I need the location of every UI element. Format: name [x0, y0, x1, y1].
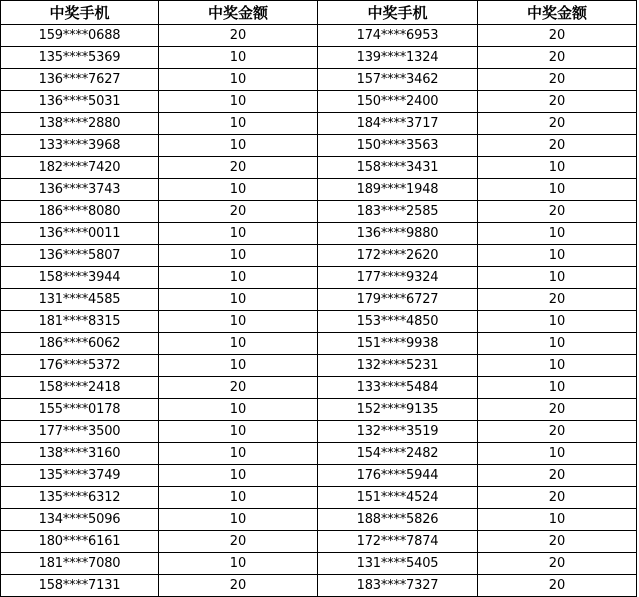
cell-winning-phone: 157****3462	[318, 69, 478, 91]
table-row	[1, 69, 637, 91]
table-row	[1, 201, 637, 223]
cell-prize-amount: 10	[159, 245, 318, 267]
table-row	[1, 421, 637, 443]
cell-prize-amount: 20	[478, 135, 637, 157]
cell-prize-amount: 10	[159, 179, 318, 201]
cell-winning-phone: 131****5405	[318, 553, 478, 575]
table-row	[1, 355, 637, 377]
cell-winning-phone: 158****3431	[318, 157, 478, 179]
cell-prize-amount: 10	[478, 223, 637, 245]
cell-prize-amount: 20	[159, 531, 318, 553]
table-row	[1, 333, 637, 355]
table-row	[1, 267, 637, 289]
cell-prize-amount: 20	[478, 25, 637, 47]
table-row	[1, 113, 637, 135]
cell-winning-phone: 176****5944	[318, 465, 478, 487]
cell-prize-amount: 20	[159, 25, 318, 47]
cell-winning-phone: 151****9938	[318, 333, 478, 355]
cell-winning-phone: 131****4585	[1, 289, 159, 311]
cell-prize-amount: 10	[159, 91, 318, 113]
cell-winning-phone: 188****5826	[318, 509, 478, 531]
cell-winning-phone: 136****3743	[1, 179, 159, 201]
cell-prize-amount: 20	[478, 421, 637, 443]
cell-winning-phone: 186****8080	[1, 201, 159, 223]
table-row	[1, 509, 637, 531]
cell-winning-phone: 159****0688	[1, 25, 159, 47]
cell-prize-amount: 10	[478, 509, 637, 531]
cell-winning-phone: 180****6161	[1, 531, 159, 553]
cell-prize-amount: 10	[159, 421, 318, 443]
cell-prize-amount: 20	[478, 289, 637, 311]
cell-winning-phone: 136****5807	[1, 245, 159, 267]
table-row	[1, 223, 637, 245]
header-prize-amount: 中奖金额	[159, 1, 318, 25]
cell-winning-phone: 136****9880	[318, 223, 478, 245]
cell-prize-amount: 10	[159, 311, 318, 333]
cell-prize-amount: 10	[159, 289, 318, 311]
cell-winning-phone: 132****3519	[318, 421, 478, 443]
cell-prize-amount: 20	[478, 553, 637, 575]
table-row	[1, 487, 637, 509]
cell-winning-phone: 150****3563	[318, 135, 478, 157]
cell-winning-phone: 138****2880	[1, 113, 159, 135]
cell-prize-amount: 10	[478, 267, 637, 289]
table-row	[1, 443, 637, 465]
cell-winning-phone: 139****1324	[318, 47, 478, 69]
cell-winning-phone: 154****2482	[318, 443, 478, 465]
cell-winning-phone: 138****3160	[1, 443, 159, 465]
cell-prize-amount: 10	[159, 443, 318, 465]
cell-prize-amount: 10	[159, 69, 318, 91]
cell-winning-phone: 136****5031	[1, 91, 159, 113]
table-row	[1, 179, 637, 201]
cell-winning-phone: 183****2585	[318, 201, 478, 223]
header-prize-amount: 中奖金额	[478, 1, 637, 25]
table-row	[1, 575, 637, 597]
cell-prize-amount: 20	[478, 531, 637, 553]
table-row	[1, 289, 637, 311]
cell-prize-amount: 10	[159, 113, 318, 135]
cell-winning-phone: 174****6953	[318, 25, 478, 47]
cell-winning-phone: 181****7080	[1, 553, 159, 575]
cell-prize-amount: 10	[159, 553, 318, 575]
cell-winning-phone: 150****2400	[318, 91, 478, 113]
cell-prize-amount: 20	[478, 575, 637, 597]
cell-prize-amount: 10	[478, 443, 637, 465]
table-row	[1, 47, 637, 69]
table-row	[1, 531, 637, 553]
cell-prize-amount: 10	[478, 245, 637, 267]
cell-winning-phone: 153****4850	[318, 311, 478, 333]
cell-winning-phone: 177****3500	[1, 421, 159, 443]
table-row	[1, 399, 637, 421]
cell-winning-phone: 177****9324	[318, 267, 478, 289]
cell-winning-phone: 158****3944	[1, 267, 159, 289]
cell-winning-phone: 133****5484	[318, 377, 478, 399]
cell-winning-phone: 134****5096	[1, 509, 159, 531]
cell-winning-phone: 151****4524	[318, 487, 478, 509]
cell-prize-amount: 10	[478, 179, 637, 201]
cell-prize-amount: 10	[478, 157, 637, 179]
cell-prize-amount: 10	[159, 487, 318, 509]
header-winning-phone: 中奖手机	[318, 1, 478, 25]
cell-prize-amount: 20	[478, 69, 637, 91]
cell-winning-phone: 181****8315	[1, 311, 159, 333]
cell-prize-amount: 10	[159, 135, 318, 157]
cell-prize-amount: 20	[478, 113, 637, 135]
table-body	[1, 25, 637, 597]
cell-winning-phone: 135****5369	[1, 47, 159, 69]
cell-winning-phone: 189****1948	[318, 179, 478, 201]
cell-prize-amount: 20	[478, 201, 637, 223]
cell-winning-phone: 152****9135	[318, 399, 478, 421]
table-row	[1, 377, 637, 399]
cell-winning-phone: 172****2620	[318, 245, 478, 267]
table-row	[1, 311, 637, 333]
table-row	[1, 157, 637, 179]
table-row	[1, 91, 637, 113]
cell-prize-amount: 10	[159, 355, 318, 377]
cell-prize-amount: 10	[478, 333, 637, 355]
cell-prize-amount: 20	[478, 487, 637, 509]
cell-winning-phone: 172****7874	[318, 531, 478, 553]
cell-winning-phone: 186****6062	[1, 333, 159, 355]
cell-prize-amount: 10	[478, 377, 637, 399]
cell-winning-phone: 136****0011	[1, 223, 159, 245]
cell-prize-amount: 20	[159, 157, 318, 179]
cell-winning-phone: 135****6312	[1, 487, 159, 509]
cell-winning-phone: 158****7131	[1, 575, 159, 597]
cell-prize-amount: 10	[159, 267, 318, 289]
cell-winning-phone: 158****2418	[1, 377, 159, 399]
cell-winning-phone: 136****7627	[1, 69, 159, 91]
cell-prize-amount: 20	[478, 91, 637, 113]
cell-prize-amount: 10	[159, 399, 318, 421]
cell-prize-amount: 10	[159, 465, 318, 487]
cell-winning-phone: 179****6727	[318, 289, 478, 311]
cell-prize-amount: 10	[159, 333, 318, 355]
cell-prize-amount: 20	[159, 575, 318, 597]
header-row	[1, 1, 637, 25]
table-row	[1, 245, 637, 267]
cell-winning-phone: 133****3968	[1, 135, 159, 157]
header-winning-phone: 中奖手机	[1, 1, 159, 25]
cell-winning-phone: 155****0178	[1, 399, 159, 421]
cell-winning-phone: 182****7420	[1, 157, 159, 179]
cell-prize-amount: 10	[159, 47, 318, 69]
cell-winning-phone: 132****5231	[318, 355, 478, 377]
table-row	[1, 465, 637, 487]
cell-winning-phone: 184****3717	[318, 113, 478, 135]
cell-prize-amount: 10	[478, 311, 637, 333]
cell-prize-amount: 10	[478, 355, 637, 377]
cell-prize-amount: 20	[478, 465, 637, 487]
cell-prize-amount: 20	[478, 47, 637, 69]
table-row	[1, 553, 637, 575]
cell-winning-phone: 135****3749	[1, 465, 159, 487]
cell-prize-amount: 20	[159, 377, 318, 399]
cell-prize-amount: 10	[159, 223, 318, 245]
table-row	[1, 135, 637, 157]
cell-winning-phone: 183****7327	[318, 575, 478, 597]
cell-winning-phone: 176****5372	[1, 355, 159, 377]
cell-prize-amount: 10	[159, 509, 318, 531]
cell-prize-amount: 20	[159, 201, 318, 223]
table-row	[1, 25, 637, 47]
cell-prize-amount: 20	[478, 399, 637, 421]
